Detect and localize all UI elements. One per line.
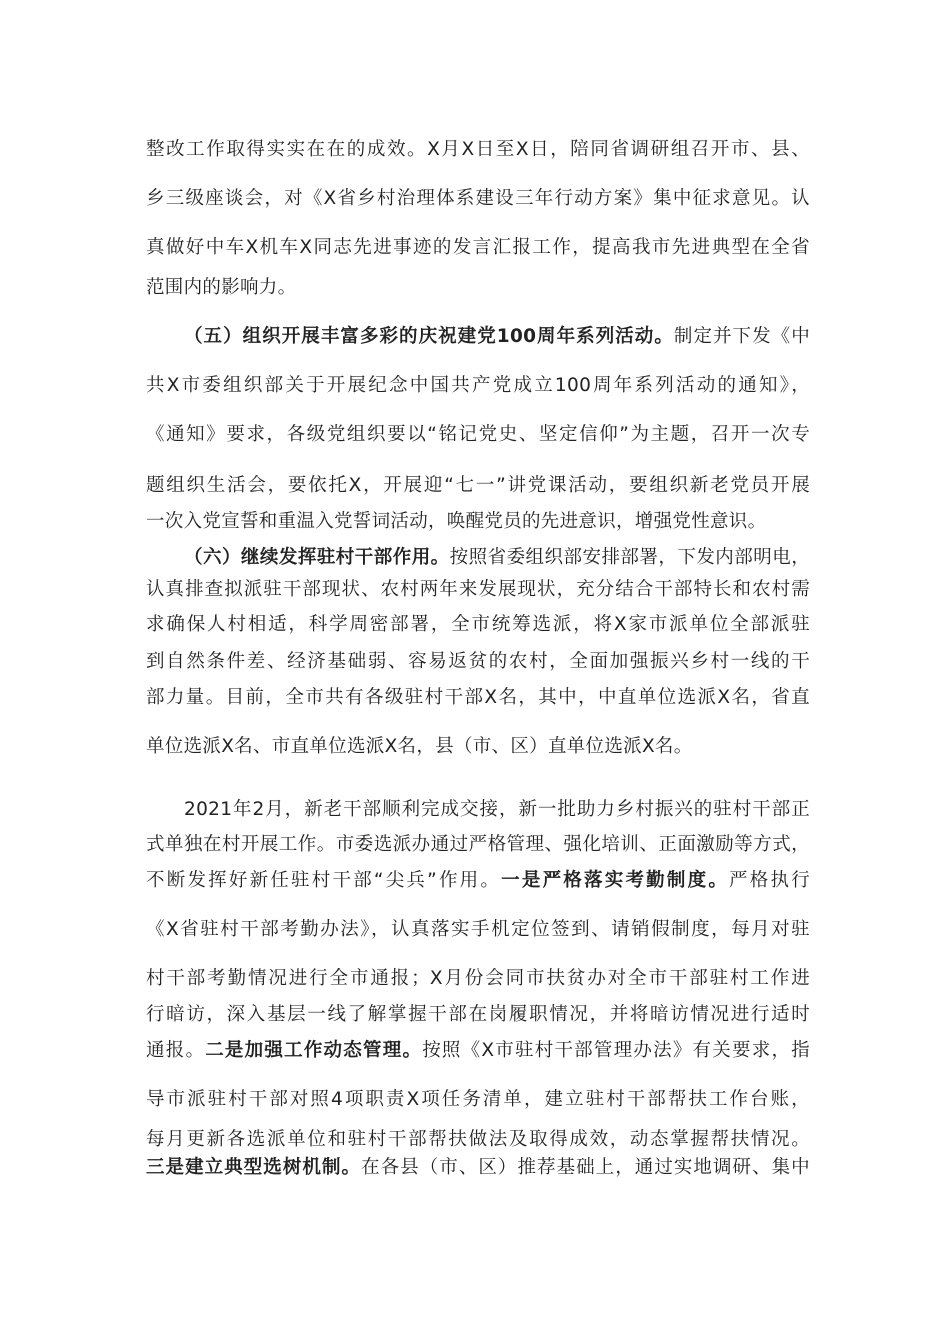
- paragraph-line: 导市派驻村干部对照4项职责X项任务清单，建立驻村干部帮扶工作台账，: [146, 1089, 810, 1110]
- paragraph-line: 《通知》要求，各级党组织要以“铭记党史、坚定信仰”为主题，召开一次专: [146, 424, 810, 445]
- paragraph-line: 不断发挥好新任驻村干部“尖兵”作用。一是严格落实考勤制度。严格执行: [146, 870, 811, 891]
- paragraph-line: 到自然条件差、经济基础弱、容易返贫的农村，全面加强振兴乡村一线的干: [146, 651, 810, 672]
- paragraph-line: 2021年2月，新老干部顺利完成交接，新一批助力乡村振兴的驻村干部正: [184, 799, 810, 820]
- paragraph-line: 共X市委组织部关于开展纪念中国共产党成立100周年系列活动的通知》，: [146, 375, 810, 396]
- section-six-heading-line: （六）继续发挥驻村干部作用。按照省委组织部安排部署，下发内部明电，: [184, 547, 811, 568]
- paragraph-line: 式单独在村开展工作。市委选派办通过严格管理、强化培训、正面激励等方式，: [146, 834, 810, 855]
- paragraph-line: 一次入党宣誓和重温入党誓词活动，唤醒党员的先进意识，增强党性意识。: [146, 511, 767, 532]
- paragraph-line: 题组织生活会，要依托X，开展迎“七一”讲党课活动，要组织新老党员开展: [146, 475, 810, 496]
- paragraph-line: 行暗访，深入基层一线了解掌握干部在岗履职情况，并将暗访情况进行适时: [146, 1004, 810, 1025]
- paragraph-line: 范围内的影响力。: [146, 277, 297, 298]
- paragraph-line: 部力量。目前，全市共有各级驻村干部X名，其中，中直单位选派X名，省直: [146, 687, 810, 708]
- paragraph-line: 村干部考勤情况进行全市通报；X月份会同市扶贫办对全市干部驻村工作进: [146, 968, 810, 989]
- paragraph-line: 整改工作取得实实在在的成效。X月X日至X日，陪同省调研组召开市、县、: [146, 139, 810, 160]
- paragraph-line: 求确保人村相适，科学周密部署，全市统筹选派，将X家市派单位全部派驻: [146, 614, 810, 635]
- key-point-three: 三是建立典型选树机制。: [146, 1157, 362, 1178]
- paragraph-line: 每月更新各选派单位和驻村干部帮扶做法及取得成效，动态掌握帮扶情况。: [146, 1129, 810, 1150]
- paragraph-line: 《X省驻村干部考勤办法》，认真落实手机定位签到、请销假制度，每月对驻: [146, 919, 810, 940]
- key-point-two: 二是加强工作动态管理。: [205, 1040, 423, 1061]
- paragraph-line: 三是建立典型选树机制。在各县（市、区）推荐基础上，通过实地调研、集中: [146, 1157, 810, 1178]
- key-point-one: 一是严格落实考勤制度。: [501, 870, 730, 891]
- section-heading: （六）继续发挥驻村干部作用。: [184, 547, 450, 568]
- paragraph-line: 单位选派X名、市直单位选派X名，县（市、区）直单位选派X名。: [146, 736, 693, 757]
- paragraph-line: 真做好中车X机车X同志先进事迹的发言汇报工作，提高我市先进典型在全省: [146, 237, 810, 258]
- paragraph-line: 通报。二是加强工作动态管理。按照《X市驻村干部管理办法》有关要求，指: [146, 1040, 810, 1061]
- section-heading: （五）组织开展丰富多彩的庆祝建党100周年系列活动。: [184, 326, 674, 347]
- paragraph-line: 认真排查拟派驻干部现状、农村两年来发展现状，充分结合干部特长和农村需: [146, 579, 810, 600]
- paragraph-line: 乡三级座谈会，对《X省乡村治理体系建设三年行动方案》集中征求意见。认: [146, 188, 810, 209]
- section-five-heading-line: （五）组织开展丰富多彩的庆祝建党100周年系列活动。制定并下发《中: [184, 326, 811, 347]
